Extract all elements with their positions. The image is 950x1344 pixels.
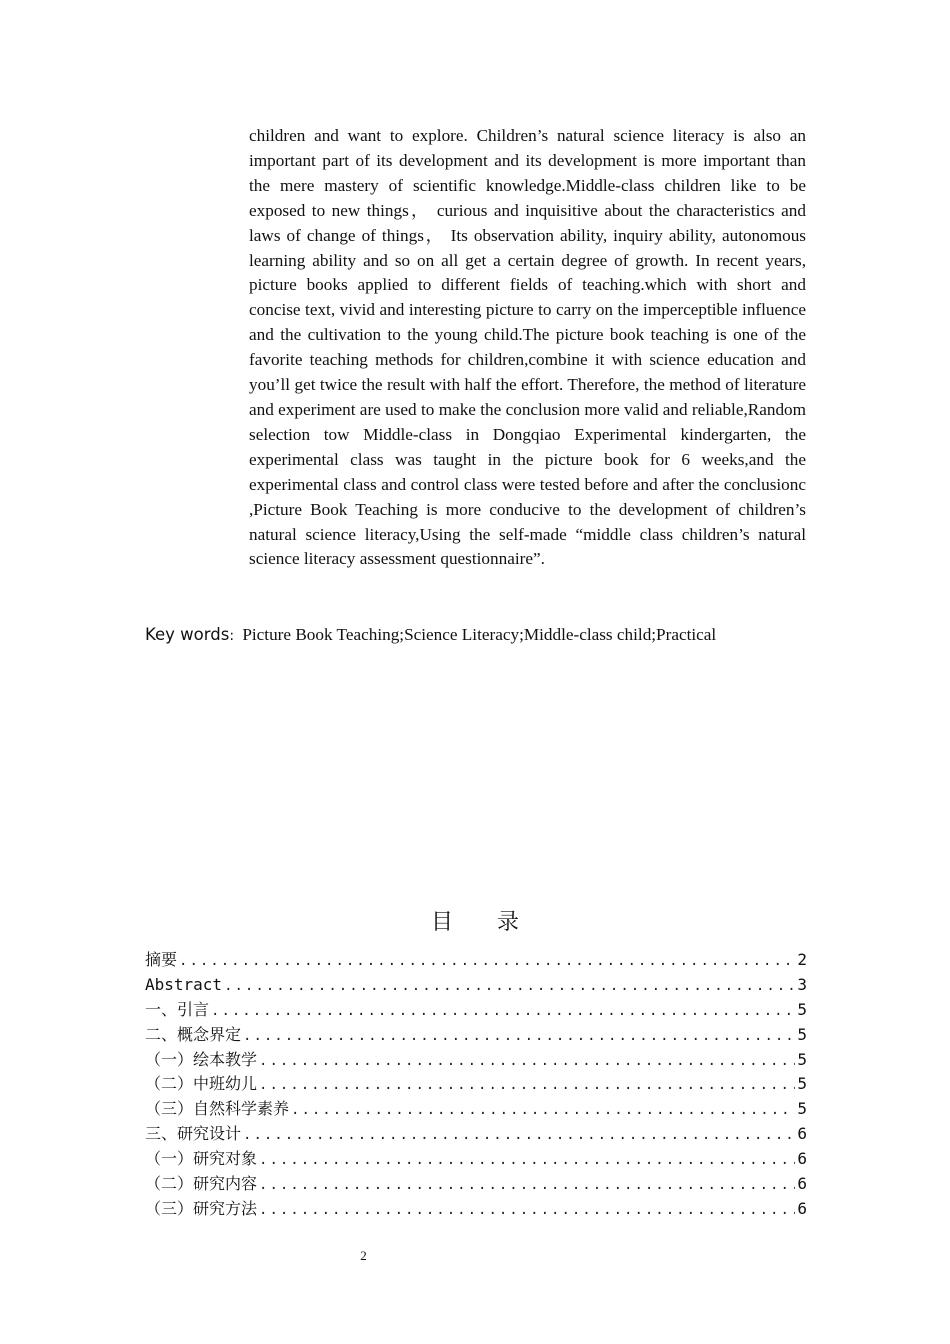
toc-entry-page: 5: [797, 1024, 807, 1044]
toc-leader-dots: [259, 1073, 795, 1097]
toc-entry-label: （二）研究内容: [145, 1174, 258, 1194]
toc-entry-label: （一）绘本教学: [145, 1049, 258, 1069]
toc-entry-science-literacy[interactable]: [145, 1097, 807, 1122]
toc-entry-page: 6: [797, 1198, 807, 1218]
toc-entry-research-design[interactable]: [145, 1122, 807, 1147]
toc-title: 目录: [430, 910, 563, 935]
toc-entry-label: 一、引言: [145, 999, 210, 1019]
toc-leader-dots: [224, 974, 795, 998]
toc-entry-research-subjects[interactable]: [145, 1147, 807, 1172]
toc-entry-label: （二）中班幼儿: [145, 1074, 258, 1094]
toc-entry-page: 5: [797, 1049, 807, 1069]
keywords-value: Picture Book Teaching;Science Literacy;Middle-class child;Practical: [242, 625, 717, 644]
toc-leader-dots: [243, 1123, 795, 1147]
keywords-separator: :: [229, 628, 235, 644]
toc-leader-dots: [259, 1148, 795, 1172]
toc-leader-dots: [179, 949, 795, 973]
toc-leader-dots: [259, 1049, 795, 1073]
page-number: 2: [360, 1248, 367, 1263]
toc-leader-dots: [211, 999, 795, 1023]
toc-entry-label: （三）研究方法: [145, 1198, 258, 1218]
toc-entry-concepts[interactable]: [145, 1023, 807, 1048]
toc-entry-introduction[interactable]: [145, 998, 807, 1023]
toc-entry-label: 三、研究设计: [145, 1124, 242, 1144]
toc-entry-abstract-cn[interactable]: [145, 948, 807, 973]
toc-leader-dots: [259, 1173, 795, 1197]
toc-entry-label: 摘要: [145, 950, 178, 969]
toc-leader-dots: [291, 1098, 795, 1122]
toc-entry-abstract-en[interactable]: [145, 973, 807, 998]
toc-entry-page: 5: [797, 1099, 807, 1119]
toc-entry-picture-book-teaching[interactable]: [145, 1048, 807, 1073]
keywords-label: Key words: [145, 625, 230, 644]
toc-entry-page: 6: [797, 1174, 807, 1194]
toc-entry-page: 2: [797, 950, 807, 969]
toc-entry-page: 5: [797, 1074, 807, 1094]
toc-leader-dots: [243, 1024, 795, 1048]
toc-entry-label: （三）自然科学素养: [145, 1099, 290, 1119]
toc-leader-dots: [259, 1198, 795, 1222]
keywords-line: [145, 623, 845, 649]
abstract-body: children and want to explore. Children’s natural science literacy is also an important part of its development and its development is more important than the mere mastery of scientific knowledge.Middle-class children like to be exposed to new things， curious and inquisitive about the characteristics and laws of change of things， Its observation ability, inquiry ability, autonomous learning ability and so on all get a certain degree of growth. In recent years, picture books applied to different fields of teaching.which with short and concise text, vivid and interesting picture to carry on the imperceptible influence and the cultivation to the young child.The picture book teaching is one of the favorite teaching methods for children,combine it with science education and you’ll get twice the result with half the effort. Therefore, the method of literature and experiment are used to make the conclusion more valid and reliable,Random selection tow Middle-class in Dongqiao Experimental kindergarten, the experimental class was taught in the picture book for 6 weeks,and the experimental class and control class were tested before and after the conclusionc ,Picture Book Teaching is more conducive to the development of children’s natural science literacy,Using the self-made “middle class children’s natural science literacy assessment questionnaire”.: [249, 126, 806, 569]
toc-entry-page: 3: [797, 974, 807, 994]
toc-entry-research-methods[interactable]: [145, 1197, 807, 1222]
toc-entry-page: 6: [797, 1149, 807, 1169]
toc-entry-middle-class-children[interactable]: [145, 1072, 807, 1097]
toc-entry-label: Abstract: [145, 974, 223, 994]
toc-entry-page: 6: [797, 1124, 807, 1144]
toc-entry-label: 二、概念界定: [145, 1024, 242, 1044]
toc-entry-label: （一）研究对象: [145, 1149, 258, 1169]
toc-entry-page: 5: [797, 999, 807, 1019]
table-of-contents: [145, 948, 807, 1222]
toc-entry-research-content[interactable]: [145, 1172, 807, 1197]
